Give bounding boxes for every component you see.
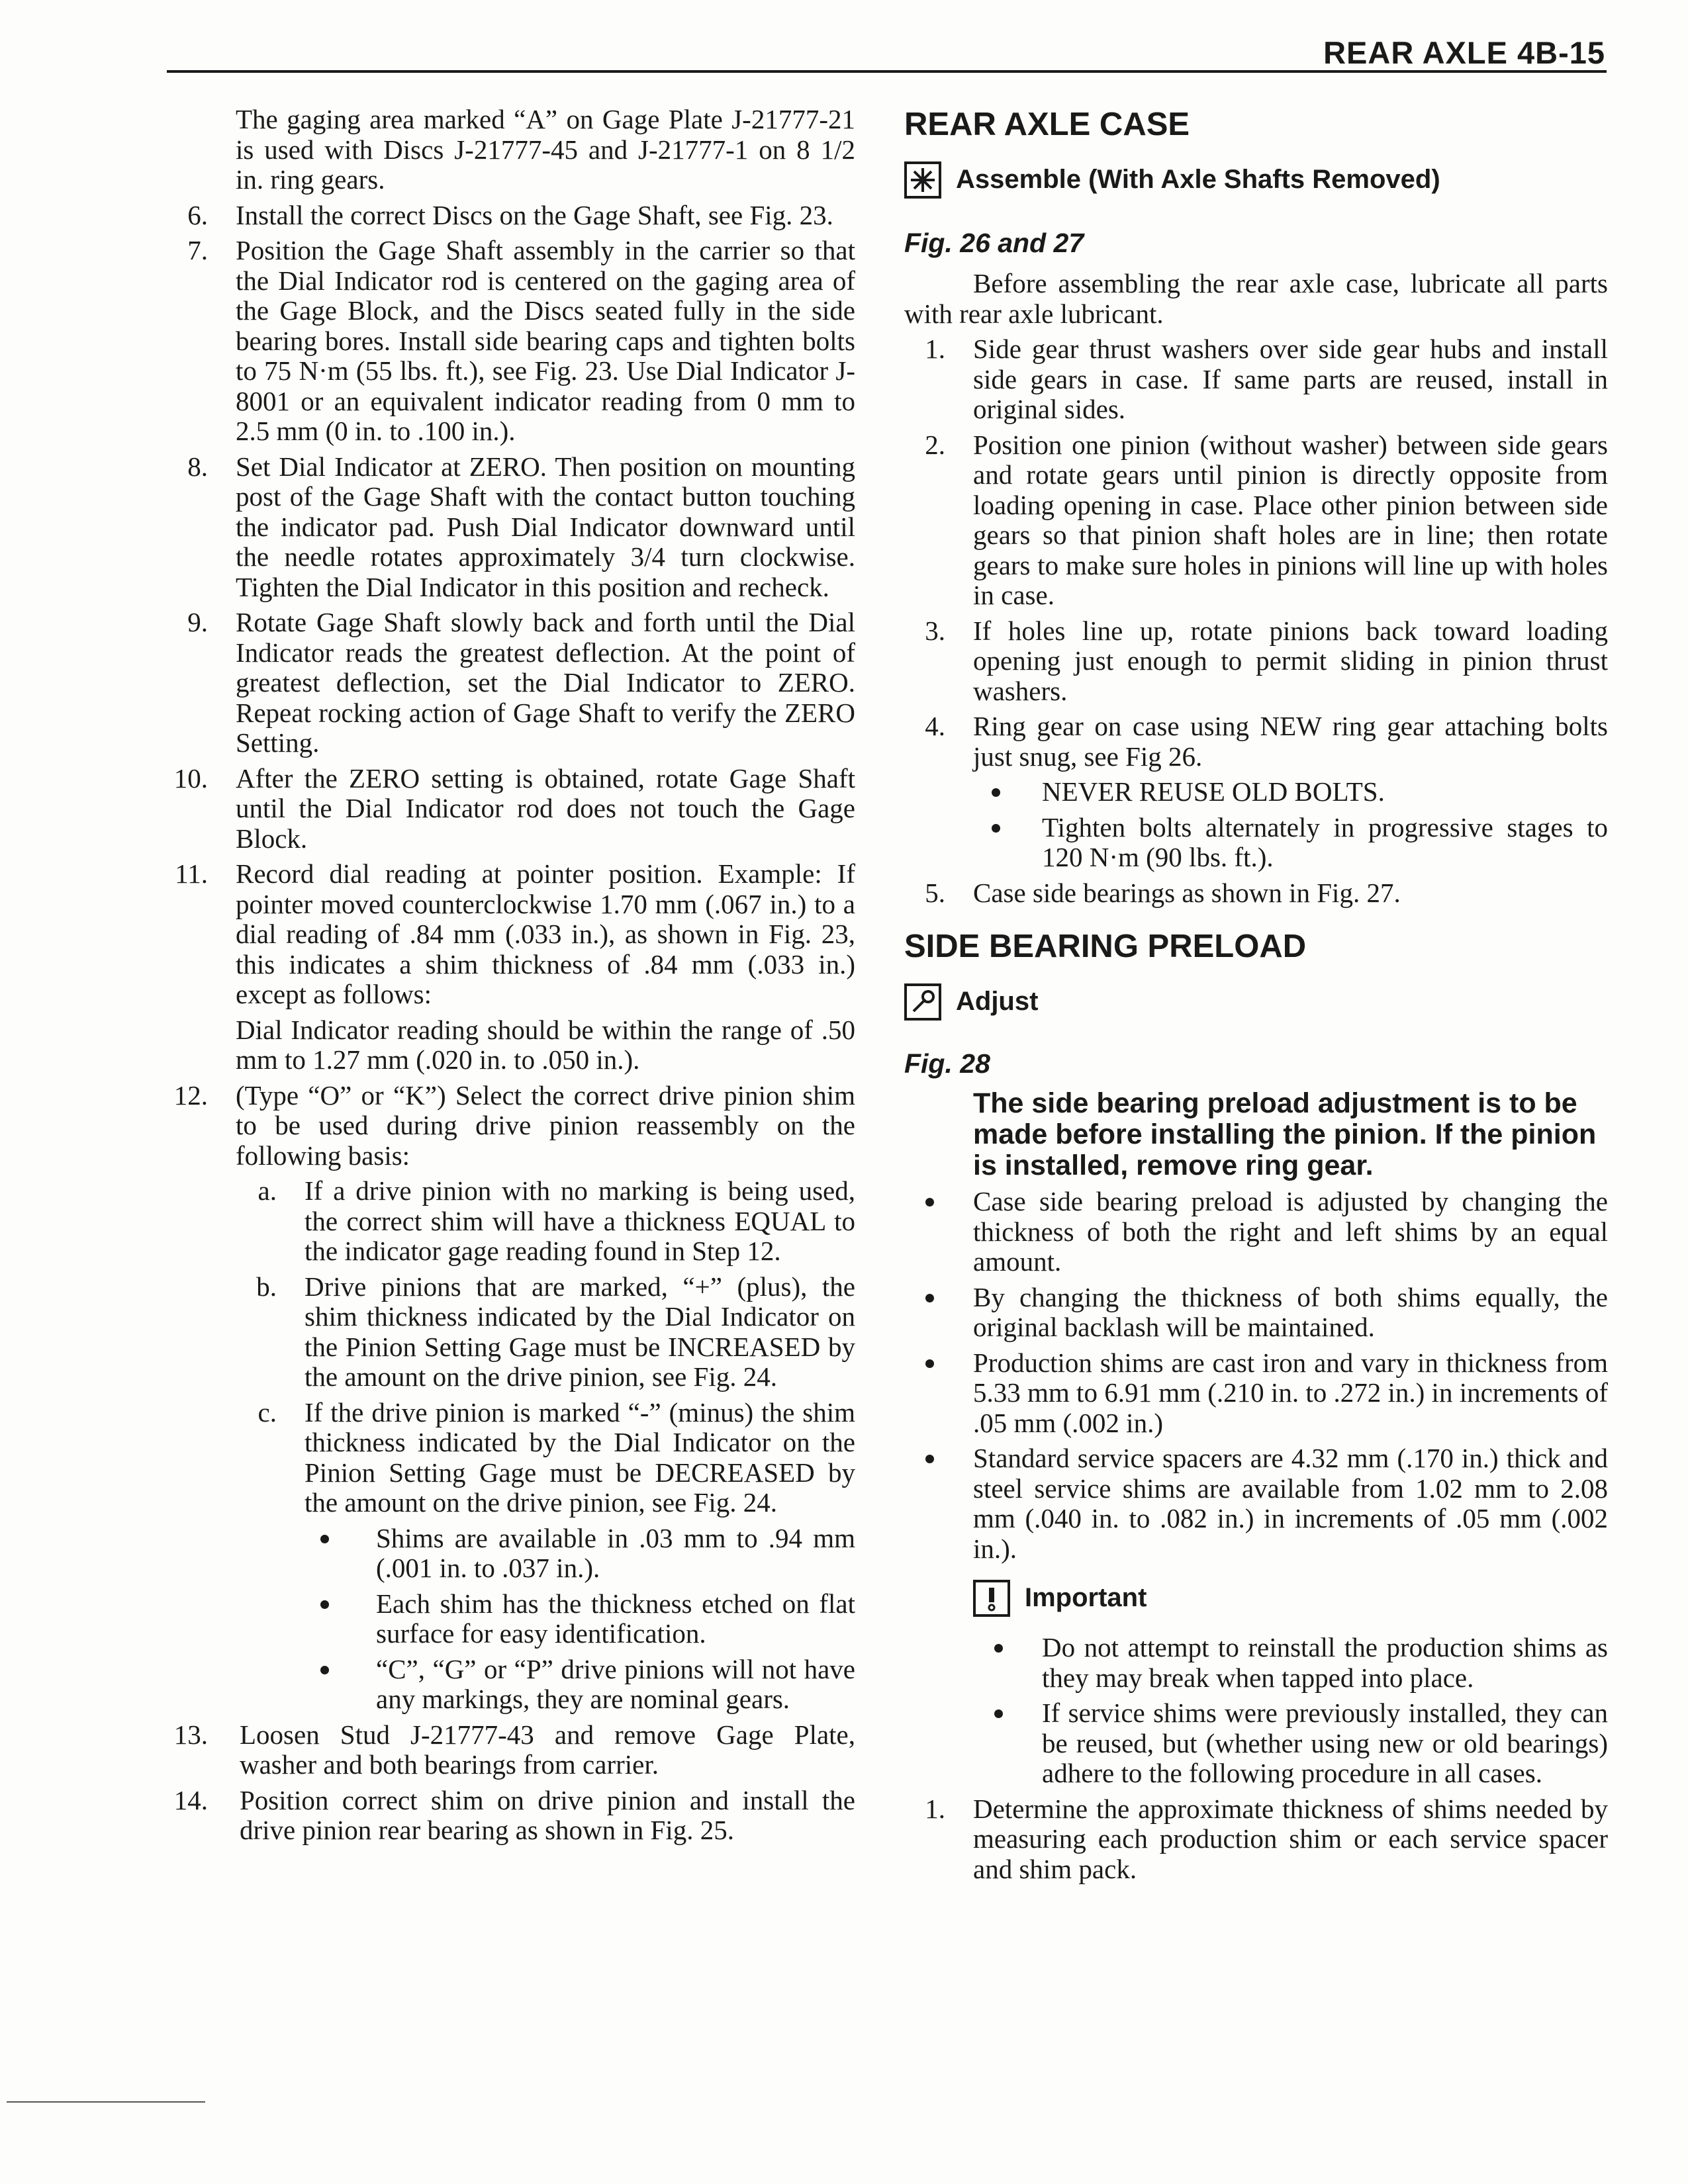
step-text: Determine the approximate thickness of shims needed by measuring each production shim or each service spacer and shim pack. xyxy=(973,1793,1608,1884)
preload-bullet xyxy=(904,1187,1608,1277)
step-text: Position the Gage Shaft assembly in the carrier so that the Dial Indicator rod is centered on the gaging area of the Gage Block, and the Discs seated fully in the side bearing bores. Install side bearing caps and tighten bolts to 75 N·m (55 lbs. ft.), see Fig. 23. Use Dial Indicator J-8001 or an equivalent indicator reading from 0 mm to 2.5 mm (0 in. to .100 in.). xyxy=(236,235,855,446)
adjust-subheading xyxy=(904,983,1608,1021)
bullet-text: Do not attempt to reinstall the production shims as they may break when tapped into place. xyxy=(1042,1632,1608,1693)
bullet-text: Case side bearing preload is adjusted by changing the thickness of both the right and left shims by an equal amount. xyxy=(973,1186,1608,1277)
step-number: 7. xyxy=(187,235,208,265)
sub-bullet xyxy=(167,1589,855,1649)
sub-item-b xyxy=(167,1272,855,1392)
preload-bullet xyxy=(904,1348,1608,1439)
header-rule xyxy=(167,70,1607,73)
adjust-icon xyxy=(904,983,941,1021)
assemble-icon xyxy=(904,161,941,199)
step-number: 12. xyxy=(173,1079,208,1111)
step-text: Rotate Gage Shaft slowly back and forth until the Dial Indicator reads the greatest deflection. At the point of greatest deflection, set the Dial Indicator to ZERO. Repeat rocking action of Gage Shaft to verify the ZERO Setting. xyxy=(236,607,855,758)
step-10 xyxy=(167,764,855,854)
bullet-icon xyxy=(925,1198,934,1206)
step-text: Ring gear on case using NEW ring gear attaching bolts just snug, see Fig 26. xyxy=(973,711,1608,772)
step-11-note: Dial Indicator reading should be within the range of .50 mm to 1.27 mm (.020 in. to .050 in.). xyxy=(236,1014,855,1075)
adjust-heading-text: Adjust xyxy=(956,987,1039,1017)
step-12 xyxy=(167,1081,855,1171)
step-number: 9. xyxy=(187,607,208,637)
bullet-text: By changing the thickness of both shims equally, the original backlash will be maintained. xyxy=(973,1281,1608,1342)
bullet-icon xyxy=(925,1359,934,1368)
step-6 xyxy=(167,201,855,231)
sub-letter: b. xyxy=(256,1271,277,1302)
step-8 xyxy=(167,452,855,603)
rear-axle-case-heading: REAR AXLE CASE xyxy=(904,107,1190,142)
step-text: Record dial reading at pointer position. Example: If pointer moved counterclockwise 1.70 mm (.067 in.) to a dial reading of .84 mm (.033 in.), as shown in Fig. 23, this indicates a shim thickness of .84 mm (.033 in.) except as follows: xyxy=(236,858,855,1009)
assemble-subheading xyxy=(904,161,1608,199)
step-text: (Type “O” or “K”) Select the correct drive pinion shim to be used during drive pinion reassembly on the following basis: xyxy=(236,1079,855,1171)
step-number: 6. xyxy=(187,199,208,230)
step-text: Case side bearings as shown in Fig. 27. xyxy=(973,877,1401,908)
assemble-arrows-icon xyxy=(910,167,936,193)
preload-bullet xyxy=(904,1283,1608,1343)
sub-bullet xyxy=(167,1655,855,1715)
bullet-icon xyxy=(925,1294,934,1302)
preload-step-1 xyxy=(904,1794,1608,1885)
bullet-icon xyxy=(320,1600,329,1609)
side-bearing-preload-heading: SIDE BEARING PRELOAD xyxy=(904,929,1307,964)
bullet-text: Standard service spacers are 4.32 mm (.170 in.) thick and steel service shims are available from 1.02 mm to 2.08 mm (.040 in. to .082 in.) in increments of .05 mm (.002 in.). xyxy=(973,1443,1608,1564)
sub-bullet xyxy=(167,1524,855,1584)
bullet-icon xyxy=(992,824,1000,833)
sub-letter: c. xyxy=(258,1396,277,1428)
step-7 xyxy=(167,236,855,447)
step-number: 13. xyxy=(173,1719,208,1750)
step-text: Set Dial Indicator at ZERO. Then position on mounting post of the Gage Shaft with the contact button touching the indicator pad. Push Dial Indicator downward until the needle rotates approximately 3/4 turn clockwise. Tighten the Dial Indicator in this position and recheck. xyxy=(236,451,855,602)
exclamation-icon xyxy=(982,1585,1002,1612)
step-number: 10. xyxy=(173,762,208,794)
preload-bullet xyxy=(904,1443,1608,1564)
important-heading-text: Important xyxy=(1025,1583,1147,1613)
sub-text: Drive pinions that are marked, “+” (plus), the shim thickness indicated by the Dial Indicator on the Pinion Setting Gage must be INCREASED by the amount on the drive pinion, see Fig. 24. xyxy=(305,1271,855,1392)
left-column xyxy=(167,105,855,1846)
bullet-icon xyxy=(320,1535,329,1543)
step-number: 8. xyxy=(187,451,208,482)
sub-letter: a. xyxy=(258,1175,277,1206)
bullet-icon xyxy=(994,1709,1003,1718)
step-4-bullet xyxy=(904,813,1608,873)
step-number: 5. xyxy=(925,877,945,908)
assemble-heading-text: Assemble (With Axle Shafts Removed) xyxy=(956,165,1440,195)
important-subheading xyxy=(973,1580,1608,1617)
case-step-4 xyxy=(904,711,1608,772)
step-number: 3. xyxy=(925,615,945,646)
figure-reference: Fig. 28 xyxy=(904,1048,990,1079)
case-step-2 xyxy=(904,430,1608,611)
step-text: Side gear thrust washers over side gear hubs and install side gears in case. If same parts are reused, install in original sides. xyxy=(973,334,1608,424)
bullet-text: NEVER REUSE OLD BOLTS. xyxy=(1042,776,1385,807)
bullet-text: “C”, “G” or “P” drive pinions will not have any markings, they are nominal gears. xyxy=(376,1653,855,1714)
step-number: 14. xyxy=(173,1784,208,1815)
preload-note: The side bearing preload adjustment is to be made before installing the pinion. If the pinion is installed, remove ring gear. xyxy=(973,1087,1597,1181)
step-14 xyxy=(167,1786,855,1846)
sub-item-a xyxy=(167,1176,855,1267)
bullet-text: Shims are available in .03 mm to .94 mm (.001 in. to .037 in.). xyxy=(376,1522,855,1583)
step-11 xyxy=(167,859,855,1010)
step-number: 1. xyxy=(925,334,945,364)
footer-rule xyxy=(7,2101,205,2103)
important-icon xyxy=(973,1580,1010,1617)
step-number: 1. xyxy=(925,1793,945,1824)
step-number: 11. xyxy=(175,858,208,889)
sub-item-c xyxy=(167,1398,855,1518)
bullet-icon xyxy=(994,1644,1003,1653)
bullet-icon xyxy=(320,1666,329,1674)
bullet-text: Production shims are cast iron and vary in thickness from 5.33 mm to 6.91 mm (.210 in. to .272 in.) in increments of .05 mm (.002 in.) xyxy=(973,1347,1608,1438)
figure-reference: Fig. 26 and 27 xyxy=(904,228,1084,258)
right-column xyxy=(904,105,1608,1884)
step-text: Install the correct Discs on the Gage Shaft, see Fig. 23. xyxy=(236,199,833,230)
step-text: Loosen Stud J-21777-43 and remove Gage Plate, washer and both bearings from carrier. xyxy=(240,1719,855,1780)
step-4-bullet xyxy=(904,777,1608,807)
sub-text: If the drive pinion is marked “-” (minus) the shim thickness indicated by the Dial Indicator on the Pinion Setting Gage must be DECREASED by the amount on the drive pinion, see Fig. 24. xyxy=(305,1396,855,1518)
case-step-1 xyxy=(904,334,1608,425)
step-13 xyxy=(167,1720,855,1780)
bullet-text: If service shims were previously installed, they can be reused, but (whether using new or old bearings) adhere to the following procedure in all cases. xyxy=(1042,1698,1608,1788)
step-number: 4. xyxy=(925,711,945,741)
case-intro: Before assembling the rear axle case, lubricate all parts with rear axle lubricant. xyxy=(904,268,1608,329)
step-text: Position correct shim on drive pinion and install the drive pinion rear bearing as shown in Fig. 25. xyxy=(240,1784,855,1845)
bullet-text: Tighten bolts alternately in progressive stages to 120 N·m (90 lbs. ft.). xyxy=(1042,811,1608,872)
bullet-text: Each shim has the thickness etched on flat surface for easy identification. xyxy=(376,1588,855,1649)
wrench-icon xyxy=(910,989,936,1015)
bullet-icon xyxy=(925,1455,934,1463)
page-header: REAR AXLE 4B-15 xyxy=(1323,35,1605,70)
step-text: If holes line up, rotate pinions back toward loading opening just enough to permit sliding in pinion thrust washers. xyxy=(973,615,1608,706)
case-step-5 xyxy=(904,878,1608,909)
bullet-icon xyxy=(992,788,1000,797)
step-text: Position one pinion (without washer) between side gears and rotate gears until pinion is directly opposite from loading opening in case. Place other pinion between side gears so that pinion shaft holes are in line; then rotate gears to make sure holes in pinions will line up with holes in case. xyxy=(973,429,1608,610)
important-bullet xyxy=(904,1633,1608,1693)
step-9 xyxy=(167,608,855,758)
step-text: After the ZERO setting is obtained, rotate Gage Shaft until the Dial Indicator rod does not touch the Gage Block. xyxy=(236,762,855,854)
case-step-3 xyxy=(904,616,1608,707)
intro-paragraph: The gaging area marked “A” on Gage Plate J-21777-21 is used with Discs J-21777-45 and J-21777-1 on 8 1/2 in. ring gears. xyxy=(236,104,855,195)
important-bullet xyxy=(904,1698,1608,1789)
sub-text: If a drive pinion with no marking is being used, the correct shim will have a thickness EQUAL to the indicator gage reading found in Step 12. xyxy=(305,1175,855,1266)
step-number: 2. xyxy=(925,429,945,460)
